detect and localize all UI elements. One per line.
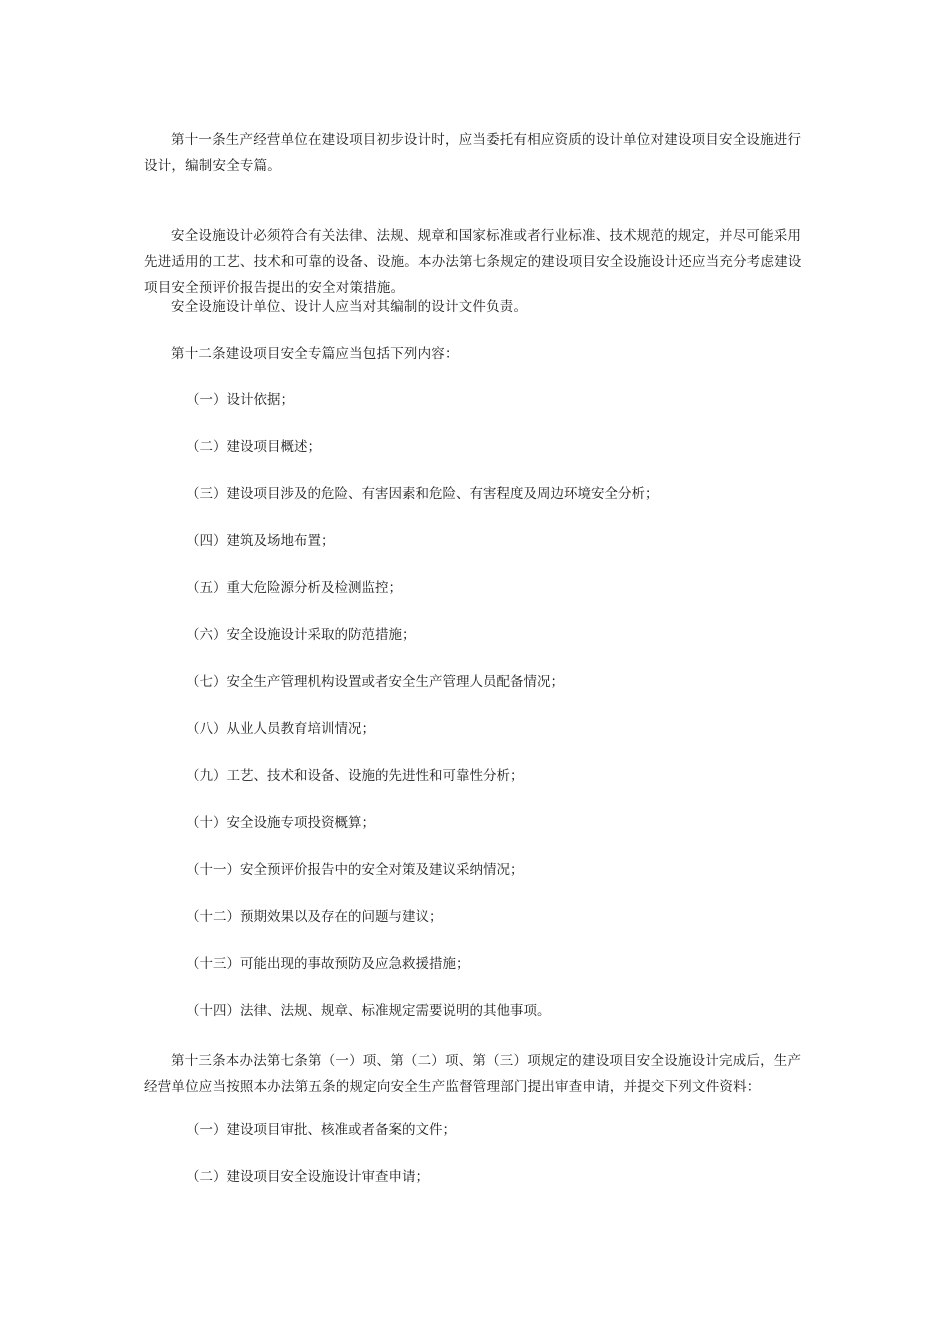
list-item: （四）建筑及场地布置； — [186, 533, 335, 549]
paragraph-article-11: 第十一条生产经营单位在建设项目初步设计时，应当委托有相应资质的设计单位对建设项目安全设施进行设计，编制安全专篇。 — [144, 132, 802, 174]
paragraph-article-12: 第十二条建设项目安全专篇应当包括下列内容： — [171, 346, 459, 362]
list-item: （一）建设项目审批、核准或者备案的文件； — [186, 1122, 456, 1138]
list-item: （十二）预期效果以及存在的问题与建议； — [186, 909, 443, 925]
list-item: （二）建设项目概述； — [186, 439, 321, 455]
list-item: （三）建设项目涉及的危险、有害因素和危险、有害程度及周边环境安全分析； — [186, 486, 659, 502]
paragraph-article-13: 第十三条本办法第七条第（一）项、第（二）项、第（三）项规定的建设项目安全设施设计完成后，生产经营单位应当按照本办法第五条的规定向安全生产监督管理部门提出审查申请，并提交下列文件资料： — [144, 1053, 802, 1095]
list-item: （七）安全生产管理机构设置或者安全生产管理人员配备情况； — [186, 674, 564, 690]
list-item: （十一）安全预评价报告中的安全对策及建议采纳情况； — [186, 862, 524, 878]
list-item: （六）安全设施设计采取的防范措施； — [186, 627, 416, 643]
list-item: （九）工艺、技术和设备、设施的先进性和可靠性分析； — [186, 768, 524, 784]
list-item: （五）重大危险源分析及检测监控； — [186, 580, 402, 596]
list-item: （一）设计依据； — [186, 392, 294, 408]
paragraph-designer-responsibility: 安全设施设计单位、设计人应当对其编制的设计文件负责。 — [171, 299, 528, 315]
list-item: （八）从业人员教育培训情况； — [186, 721, 375, 737]
list-item: （十四）法律、法规、规章、标准规定需要说明的其他事项。 — [186, 1003, 551, 1019]
list-item: （十）安全设施专项投资概算； — [186, 815, 375, 831]
paragraph-design-compliance: 安全设施设计必须符合有关法律、法规、规章和国家标准或者行业标准、技术规范的规定，并尽可能采用先进适用的工艺、技术和可靠的设备、设施。本办法第七条规定的建设项目安全设施设计还应当充分考虑建设项目安全预评价报告提出的安全对策措施。 — [144, 228, 802, 296]
list-item: （十三）可能出现的事故预防及应急救援措施； — [186, 956, 470, 972]
list-item: （二）建设项目安全设施设计审查申请； — [186, 1169, 429, 1185]
